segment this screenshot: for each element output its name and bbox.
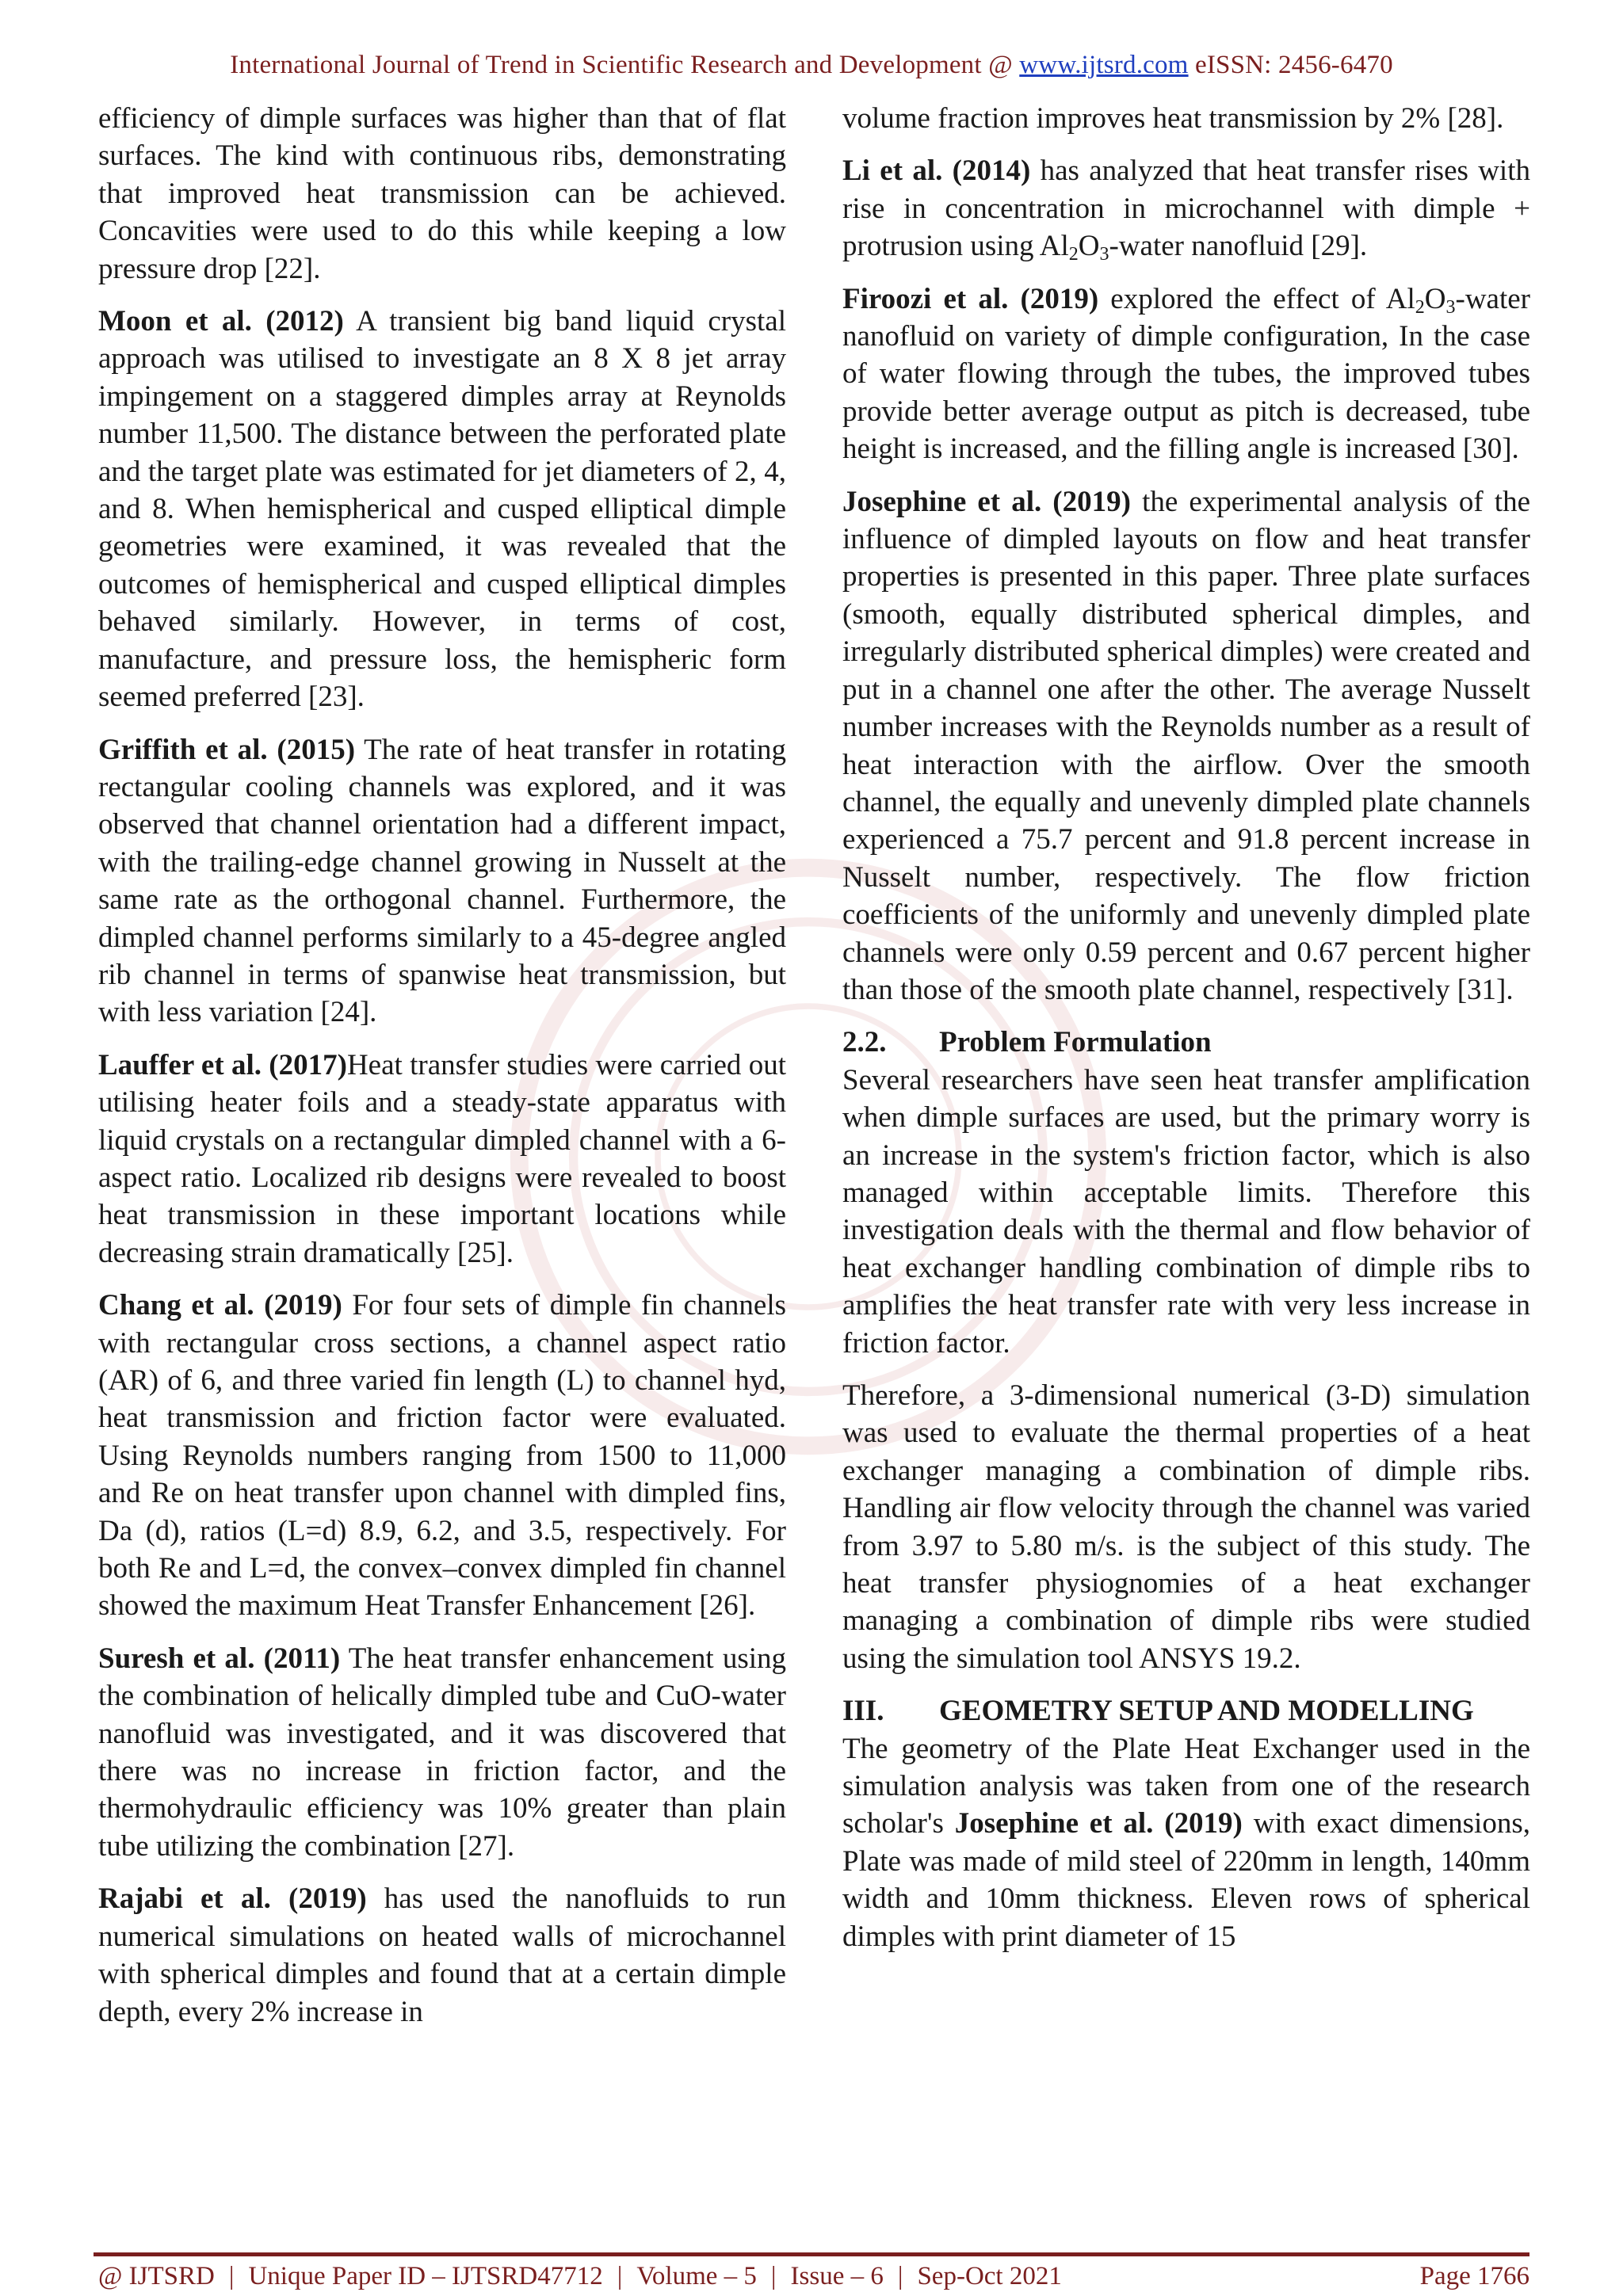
footer-page-number: Page 1766 bbox=[1419, 2262, 1529, 2290]
journal-url-link[interactable]: www.ijtsrd.com bbox=[1019, 51, 1189, 79]
page-footer: @ IJTSRD | Unique Paper ID – IJTSRD47712 | Volume – 5 | Issue – 6 | Sep-Oct 2021 Page 1766 bbox=[98, 2262, 1529, 2290]
section-title: Problem Formulation bbox=[939, 1026, 1212, 1059]
paragraph-problem-2: Therefore, a 3-dimensional numerical (3-D) simulation was used to evaluate the thermal properties of a heat exchanger managing a combination of dimple ribs. Handling air flow velocity through the channel was varied from 3.97 to 5.80 m/s. is the subject of this study. The heat transfer physiognomies of a heat exchanger managing a combination of dimple ribs were studied using the simulation tool ANSYS 19.2. bbox=[842, 1379, 1530, 1675]
section-number: III. bbox=[842, 1695, 884, 1728]
citation-author: Li et al. (2014) bbox=[842, 154, 1031, 188]
paragraph-moon-2012: Moon et al. (2012) A transient big band liquid crystal approach was utilised to investigate an 8 X 8 jet array impingement on a staggered dimples array at Reynolds number 11,500. The distance between the perforated plate and the target plate was estimated for jet diameters of 2, 4, and 8. When hemispherical and cusped elliptical dimple geometries were examined, it was revealed that the outcomes of hemispherical and cusped elliptical dimples behaved similarly. However, in terms of cost, manufacture, and pressure loss, the hemispheric form seemed preferred [23]. bbox=[98, 305, 786, 714]
left-column bbox=[98, 100, 786, 2046]
journal-name: International Journal of Trend in Scientific Research and Development @ bbox=[230, 51, 1020, 79]
citation-author: Lauffer et al. (2017) bbox=[98, 1048, 347, 1081]
section-heading-geometry bbox=[842, 1692, 1530, 1730]
footer-volume: Volume – 5 bbox=[636, 2262, 757, 2290]
paragraph-josephine-2019: Josephine et al. (2019) the experimental analysis of the influence of dimpled layouts on flow and heat transfer properties is presented in this paper. Three plate surfaces (smooth, equally distributed spherical dimples, and irregularly distributed spherical dimples) were created and put in a channel one after the other. The average Nusselt number increases with the Reynolds number as a result of heat interaction with the airflow. Over the smooth channel, the equally and unevenly dimpled plate channels experienced a 75.7 percent and 91.8 percent increase in Nusselt number, respectively. The flow friction coefficients of the uniformly and unevenly dimpled plate channels were only 0.59 percent and 0.67 percent higher than those of the smooth plate channel, respectively [31]. bbox=[842, 485, 1530, 1006]
right-column bbox=[842, 100, 1530, 1970]
section-number: 2.2. bbox=[842, 1026, 887, 1059]
paragraph-problem-1: Several researchers have seen heat transfer amplification when dimple surfaces are used, but the primary worry is an increase in the system's friction factor, which is also managed within acceptable limits. Therefore this investigation deals with the thermal and flow behavior of heat exchanger handling combination of dimple ribs to amplifies the heat transfer rate with very less increase in friction factor. bbox=[842, 1063, 1530, 1360]
paragraph-firoozi-2019: Firoozi et al. (2019) explored the effect of $Al_2O_3$-water nanofluid on variety of dimple configuration, In the case of water flowing through the tubes, the improved tubes provide better average output as pitch is decreased, tube height is increased, and the filling angle is increased [30]. bbox=[842, 282, 1530, 466]
paragraph-continuation: volume fraction improves heat transmission by 2% [28]. bbox=[842, 102, 1504, 135]
citation-author: Suresh et al. (2011) bbox=[98, 1642, 341, 1675]
footer-publisher: @ IJTSRD bbox=[98, 2262, 215, 2290]
section-title: GEOMETRY SETUP AND MODELLING bbox=[939, 1695, 1474, 1728]
footer-rule bbox=[94, 2252, 1529, 2256]
paragraph-chang-2019: Chang et al. (2019) For four sets of dimple fin channels with rectangular cross sections, a channel aspect ratio (AR) of 6, and three varied fin length (L) to channel hyd, heat transmission and friction factor were evaluated. Using Reynolds numbers ranging from 1500 to 11,000 and Re on heat transfer upon channel with dimpled fins, Da (d), ratios (L=d) 8.9, 6.2, and 3.5, respectively. For both Re and L=d, the convex–convex dimpled fin channel showed the maximum Heat Transfer Enhancement [26]. bbox=[98, 1289, 787, 1623]
running-header bbox=[0, 51, 1623, 80]
citation-author: Josephine et al. (2019) bbox=[842, 485, 1131, 518]
paragraph-lauffer-2017: Lauffer et al. (2017)Heat transfer studies were carried out utilising heater foils and a steady-state apparatus with liquid crystals on a rectangular dimpled channel with a 6-aspect ratio. Localized rib designs were revealed to boost heat transmission in these important locations while decreasing strain dramatically [25]. bbox=[98, 1048, 787, 1269]
citation-author: Firoozi et al. (2019) bbox=[842, 282, 1099, 315]
journal-issn: eISSN: 2456-6470 bbox=[1188, 51, 1393, 79]
citation-author: Josephine et al. (2019) bbox=[954, 1807, 1243, 1840]
footer-issue: Issue – 6 bbox=[790, 2262, 884, 2290]
footer-date: Sep-Oct 2021 bbox=[917, 2262, 1062, 2290]
paragraph-geometry: The geometry of the Plate Heat Exchanger used in the simulation analysis was taken from one of the research scholar's Josephine et al. (2019) with exact dimensions, Plate was made of mild steel of 220mm in length, 140mm width and 10mm thickness. Eleven rows of spherical dimples with print diameter of 15 bbox=[842, 1732, 1530, 1953]
citation-author: Moon et al. (2012) bbox=[98, 305, 344, 338]
paragraph-rajabi-2019: Rajabi et al. (2019) has used the nanofluids to run numerical simulations on heated walls of microchannel with spherical dimples and found that at a certain dimple depth, every 2% increase in bbox=[98, 1882, 786, 2028]
paragraph-griffith-2015: Griffith et al. (2015) The rate of heat transfer in rotating rectangular cooling channels was explored, and it was observed that channel orientation had a different impact, with the trailing-edge channel growing in Nusselt at the same rate as the orthogonal channel. Furthermore, the dimpled channel performs similarly to a 45-degree angled rib channel in terms of spanwise heat transmission, but with less variation [24]. bbox=[98, 733, 786, 1029]
citation-author: Rajabi et al. (2019) bbox=[98, 1882, 367, 1916]
citation-author: Griffith et al. (2015) bbox=[98, 733, 356, 766]
paragraph-li-2014: Li et al. (2014) has analyzed that heat transfer rises with rise in concentration in microchannel with dimple + protrusion using $Al_2O_3$-water nanofluid [29]. bbox=[842, 154, 1530, 265]
paragraph-continuation: efficiency of dimple surfaces was higher than that of flat surfaces. The kind with continuous ribs, demonstrating that improved heat transmission can be achieved. Concavities were used to do this while keeping a low pressure drop [22]. bbox=[98, 102, 786, 285]
citation-author: Chang et al. (2019) bbox=[98, 1289, 342, 1322]
section-heading-problem-formulation bbox=[842, 1024, 1530, 1061]
footer-paper-id: Unique Paper ID – IJTSRD47712 bbox=[248, 2262, 603, 2290]
paragraph-suresh-2011: Suresh et al. (2011) The heat transfer enhancement using the combination of helically dimpled tube and CuO-water nanofluid was investigated, and it was discovered that there was no increase in friction factor, and the thermohydraulic efficiency was 10% greater than plain tube utilizing the combination [27]. bbox=[98, 1642, 786, 1863]
